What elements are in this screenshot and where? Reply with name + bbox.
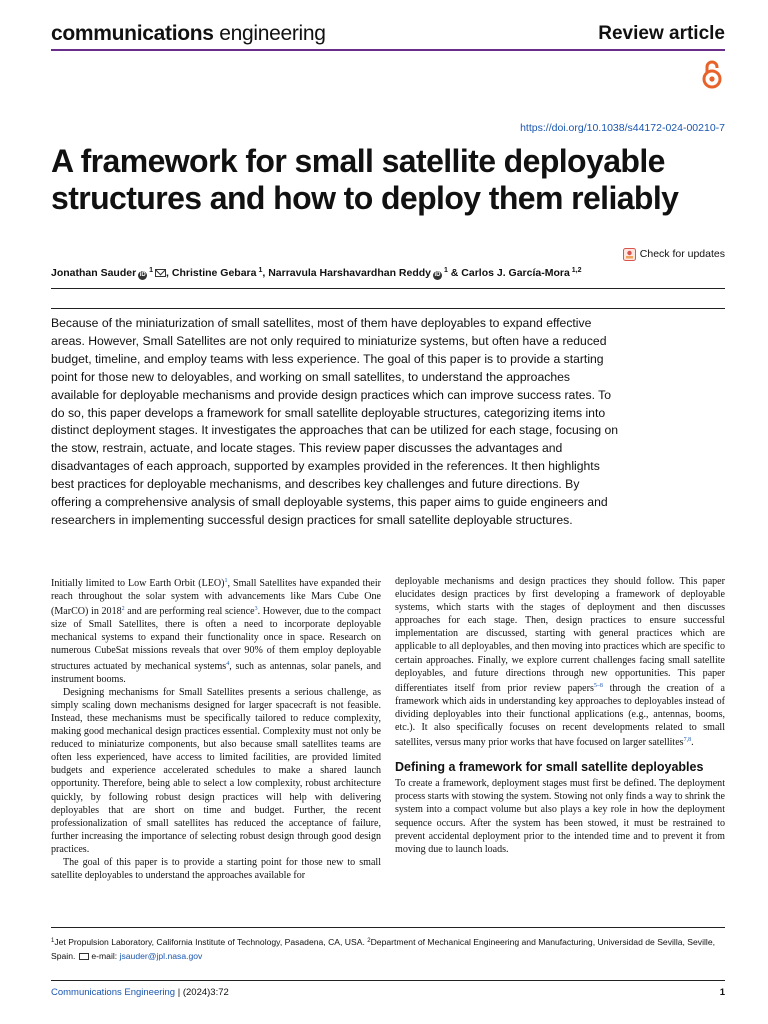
section-paragraph: To create a framework, deployment stages must first be defined. The deployment process starts with stowing the system. Stowing not only finds a way to shrink the system into a compact volume but also plays a key role in how the deployment sequence occurs. After the system has been stowed, it must be restrained to prevent accidental deployment prior to the intended time and to prevent it from moving due to launch loads. bbox=[395, 778, 725, 855]
email-label: e-mail: bbox=[91, 951, 120, 961]
citation-reference[interactable]: 2 bbox=[121, 606, 125, 613]
email-icon bbox=[79, 953, 89, 960]
journal-name-bold: communications bbox=[51, 22, 214, 45]
citation-reference[interactable]: 7,8 bbox=[683, 737, 692, 744]
affiliation-2: Department of Mechanical Engineering and Manufacturing, Universidad de Sevilla, Seville, Spain. bbox=[51, 937, 715, 961]
check-for-updates-label: Check for updates bbox=[639, 248, 725, 260]
header-rule bbox=[51, 49, 725, 51]
journal-name-light: engineering bbox=[219, 22, 326, 45]
author-separator: & bbox=[447, 267, 462, 279]
citation-reference[interactable]: 3 bbox=[254, 606, 258, 613]
footer-journal-link[interactable]: Communications Engineering bbox=[51, 987, 176, 998]
affiliations bbox=[51, 934, 725, 963]
body-left-paragraph: Designing mechanisms for Small Satellites presents a serious challenge, as simply scaling down mechanisms designed for larger spacecraft is not feasible. Instead, these mechanisms must be specifically tailored to reduce complexity, making good mechanical design practices essential. Complexity must not only be reduced to miniaturize components, but also because small satellites teams are often less experienced, have access to limited facilities, are provided limited budgets and experience accelerated schedules to make a shared launch opportunity. Therefore, being able to select a low complexity, robust architecture quickly, by following robust design practices will help with delivering deployables that are short on time and budget. Further, the recent professionalization of small satellites has reduced the acceptance of failure, further increasing the importance of selecting robust design through good design practices. bbox=[51, 686, 381, 855]
footer-rule bbox=[51, 980, 725, 981]
author-separator: , bbox=[166, 267, 172, 279]
orcid-icon[interactable]: iD bbox=[434, 272, 441, 278]
abstract-rule bbox=[51, 308, 725, 309]
body-right-paragraphs bbox=[395, 575, 725, 749]
doi-link[interactable]: https://doi.org/10.1038/s44172-024-00210-7 bbox=[520, 122, 725, 134]
author-rule bbox=[51, 288, 725, 289]
body-left-paragraph: Initially limited to Low Earth Orbit (LEO)$^1$, Small Satellites have expanded their reach throughout the solar system with advancements like Mars Cube One (MarCO) in 2018$^2$ and are performing real science$^3$. However, due to the compact size of Small Satellites, there is often a need to incorporate deployable mechanical systems to expand their functionality once in space. Research on numerous CubeSat missions reveals that over 90% of them employ deployable structures actuated by mechanical systems$^4$, such as antennas, solar panels, and instrument booms. bbox=[51, 578, 381, 685]
author-separator: , bbox=[262, 267, 269, 279]
author-name[interactable]: Christine Gebara bbox=[171, 267, 257, 279]
footer-citation bbox=[51, 987, 229, 998]
email-icon[interactable] bbox=[155, 269, 166, 277]
citation-reference[interactable]: 4 bbox=[226, 660, 230, 667]
masthead bbox=[51, 20, 725, 50]
affiliation-1: Jet Propulsion Laboratory, California Institute of Technology, Pasadena, CA, USA. bbox=[54, 937, 368, 947]
article-type: Review article bbox=[598, 23, 725, 44]
author-affiliation-sup: 1 bbox=[147, 267, 154, 274]
check-for-updates-button[interactable] bbox=[623, 246, 725, 262]
affiliation-rule bbox=[51, 927, 725, 928]
page-number: 1 bbox=[719, 987, 725, 998]
journal-name[interactable] bbox=[51, 22, 326, 46]
article-title: A framework for small satellite deployable structures and how to deploy them reliably bbox=[51, 143, 679, 216]
section-heading: Defining a framework for small satellite deployables bbox=[395, 760, 704, 775]
author-name[interactable]: Carlos J. García-Mora bbox=[461, 267, 570, 279]
email-link[interactable]: jsauder@jpl.nasa.gov bbox=[119, 951, 203, 961]
body-column-right bbox=[395, 575, 725, 856]
author-name[interactable]: Narravula Harshavardhan Reddy bbox=[268, 267, 432, 279]
abstract: Because of the miniaturization of small satellites, most of them have deployables to expand effective areas. However, Small Satellites are not only required to miniaturize systems, but often have a reduced budget, timeline, and employ teams with less experience. The goal of this paper is to provide a starting point for those new to deloyables, and working on small satellites, to understand the approaches available for deployable mechanisms and provide design practices which can improve success rates. To do so, this paper develops a framework for small satellite deployable structures, categorizing items into distinct deployment stages. It investigates the approaches that can be utilized for each stage, focusing on the stow, restrain, actuate, and locate stages. This review paper discusses the advantages and disadvantages of each approach, supported by examples provided in the references. It then highlights best practices for deployable mechanisms, and describes key challenges and future directions. By offering a comprehensive analysis of small deployable systems, this paper aims to guide engineers and researchers in implementing successful design practices for small satellite deployable structures. bbox=[51, 316, 619, 527]
check-for-updates-icon bbox=[623, 248, 636, 261]
affiliation-marker-1: 1 bbox=[51, 938, 55, 944]
footer-volume: | (2024)3:72 bbox=[175, 987, 229, 998]
author-name[interactable]: Jonathan Sauder bbox=[51, 267, 137, 279]
open-access-icon bbox=[700, 58, 724, 90]
orcid-icon[interactable]: iD bbox=[139, 272, 146, 278]
author-affiliation-sup: 1 bbox=[442, 267, 448, 274]
body-left-paragraph: The goal of this paper is to provide a starting point for those new to small satellite deployables to understand the approaches available for bbox=[51, 856, 381, 882]
body-column-left bbox=[51, 575, 381, 882]
author-affiliation-sup: 1 bbox=[256, 267, 263, 274]
citation-reference[interactable]: 1 bbox=[224, 578, 228, 584]
citation-reference[interactable]: 5–8 bbox=[593, 682, 603, 689]
author-list bbox=[51, 267, 731, 280]
affiliation-marker-2: 2 bbox=[367, 938, 371, 944]
author-affiliation-sup: 1,2 bbox=[569, 267, 582, 274]
body-right-paragraph: deployable mechanisms and design practices they should follow. This paper elucidates design practices by first developing a framework of deployable systems, which starts with the stages of deployment and then discusses approaches for each stage. Then, design practices to ensure successful implementation are discussed, starting with general practices which are applicable to all deployables, and then moving into practices which are specific to certain approaches. Finally, we explore current challenges facing small satellite deployables, and future directions through new opportunities. This paper differentiates itself from prior review papers$^{5-8}$ through the creation of a framework which aids in understanding key approaches to deployables instead of dividing deployables into their functional applications (e.g., antennas, booms, etc.). It also specifically focuses on recent developments related to small satellites, versus many prior works that have focused on larger satellites$^{7,8}$. bbox=[395, 576, 725, 749]
